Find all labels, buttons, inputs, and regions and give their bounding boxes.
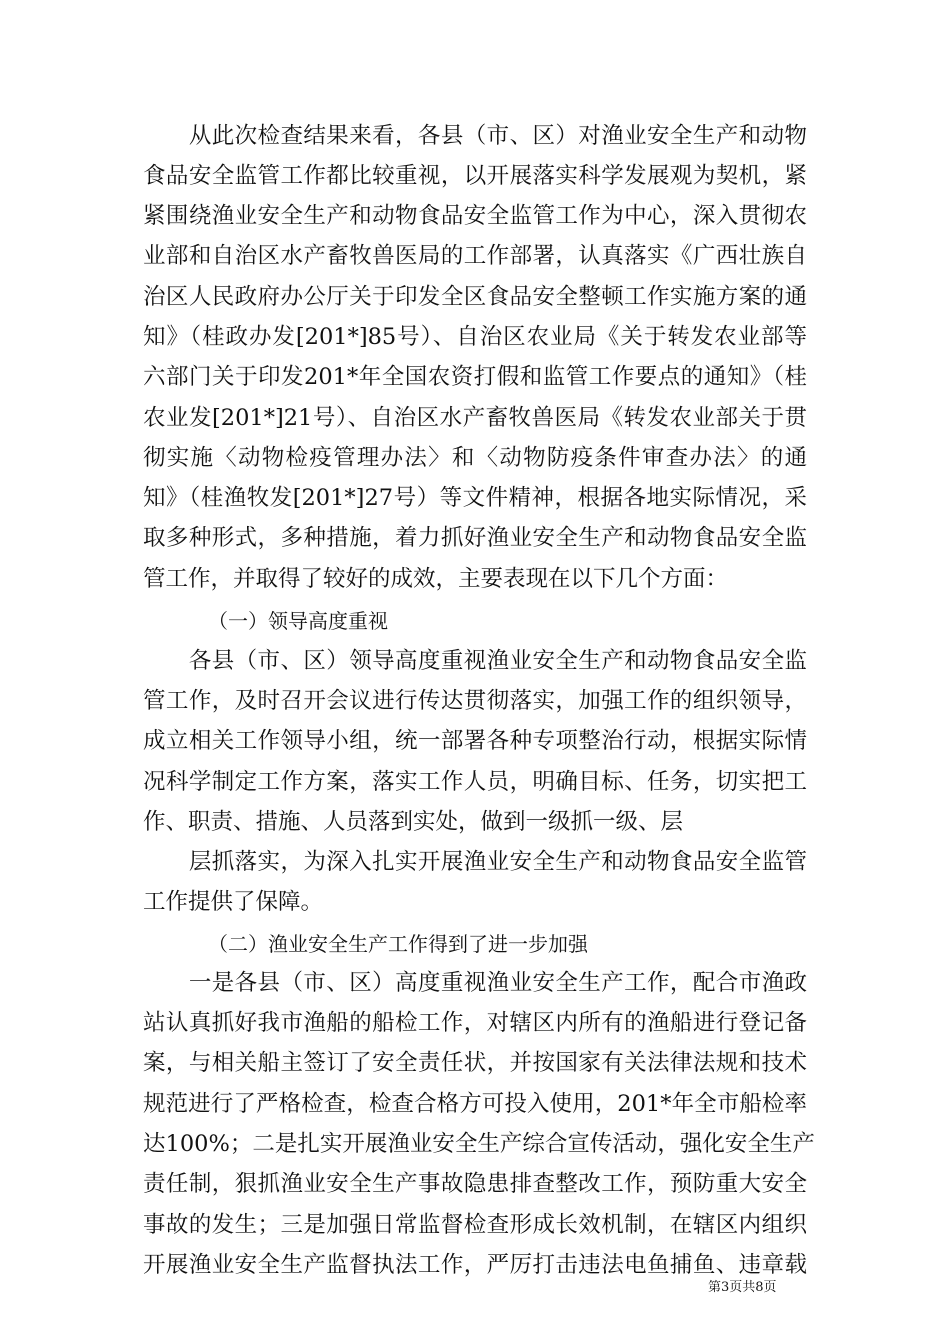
paragraph-line: 开展渔业安全生产监督执法工作，严厉打击违法电鱼捕鱼、违章载 [143, 1252, 807, 1278]
paragraph-line: 知》（桂渔牧发[201*]27号）等文件精神，根据各地实际情况，采 [143, 485, 807, 511]
paragraph-line: 工作提供了保障。 [143, 889, 324, 915]
paragraph-line: 层抓落实，为深入扎实开展渔业安全生产和动物食品安全监管 [143, 849, 807, 875]
paragraph-line: 管工作，及时召开会议进行传达贯彻落实，加强工作的组织领导， [143, 688, 807, 714]
paragraph-line: 管工作，并取得了较好的成效，主要表现在以下几个方面： [143, 566, 729, 592]
paragraph-line: 况科学制定工作方案，落实工作人员，明确目标、任务，切实把工 [143, 769, 807, 795]
paragraph-line: 事故的发生；三是加强日常监督检查形成长效机制，在辖区内组织 [143, 1212, 807, 1238]
paragraph-line: 成立相关工作领导小组，统一部署各种专项整治行动，根据实际情 [143, 728, 807, 754]
section-heading: （二）渔业安全生产工作得到了进一步加强 [208, 932, 588, 956]
paragraph-line: 各县（市、区）领导高度重视渔业安全生产和动物食品安全监 [143, 648, 807, 674]
paragraph-line: 食品安全监管工作都比较重视，以开展落实科学发展观为契机，紧 [143, 163, 807, 189]
paragraph-line: 紧围绕渔业安全生产和动物食品安全监管工作为中心，深入贯彻农 [143, 203, 807, 229]
paragraph-line: 治区人民政府办公厅关于印发全区食品安全整顿工作实施方案的通 [143, 284, 807, 310]
paragraph-line: 案，与相关船主签订了安全责任状，并按国家有关法律法规和技术 [143, 1050, 807, 1076]
paragraph-line: 取多种形式，多种措施，着力抓好渔业安全生产和动物食品安全监 [143, 525, 807, 551]
paragraph-line: 从此次检查结果来看，各县（市、区）对渔业安全生产和动物 [143, 123, 807, 149]
paragraph-line: 六部门关于印发201*年全国农资打假和监管工作要点的通知》（桂 [143, 364, 807, 390]
paragraph-line: 站认真抓好我市渔船的船检工作，对辖区内所有的渔船进行登记备 [143, 1010, 807, 1036]
paragraph-line: 达100%；二是扎实开展渔业安全生产综合宣传活动，强化安全生产 [143, 1131, 815, 1157]
paragraph-line: 彻实施〈动物检疫管理办法〉和〈动物防疫条件审查办法〉的通 [143, 445, 807, 471]
section-heading: （一）领导高度重视 [208, 609, 388, 633]
paragraph-line: 责任制，狠抓渔业安全生产事故隐患排查整改工作，预防重大安全 [143, 1171, 807, 1197]
page-number: 第3页共8页 [708, 1280, 777, 1295]
paragraph-line: 知》（桂政办发[201*]85号）、自治区农业局《关于转发农业部等 [143, 324, 807, 350]
paragraph-line: 作、职责、措施、人员落到实处，做到一级抓一级、层 [143, 809, 684, 835]
paragraph-line: 一是各县（市、区）高度重视渔业安全生产工作，配合市渔政 [143, 970, 807, 996]
paragraph-line: 农业发[201*]21号）、自治区水产畜牧兽医局《转发农业部关于贯 [143, 405, 807, 431]
paragraph-line: 规范进行了严格检查，检查合格方可投入使用，201*年全市船检率 [143, 1091, 807, 1117]
paragraph-line: 业部和自治区水产畜牧兽医局的工作部署，认真落实《广西壮族自 [143, 243, 807, 269]
